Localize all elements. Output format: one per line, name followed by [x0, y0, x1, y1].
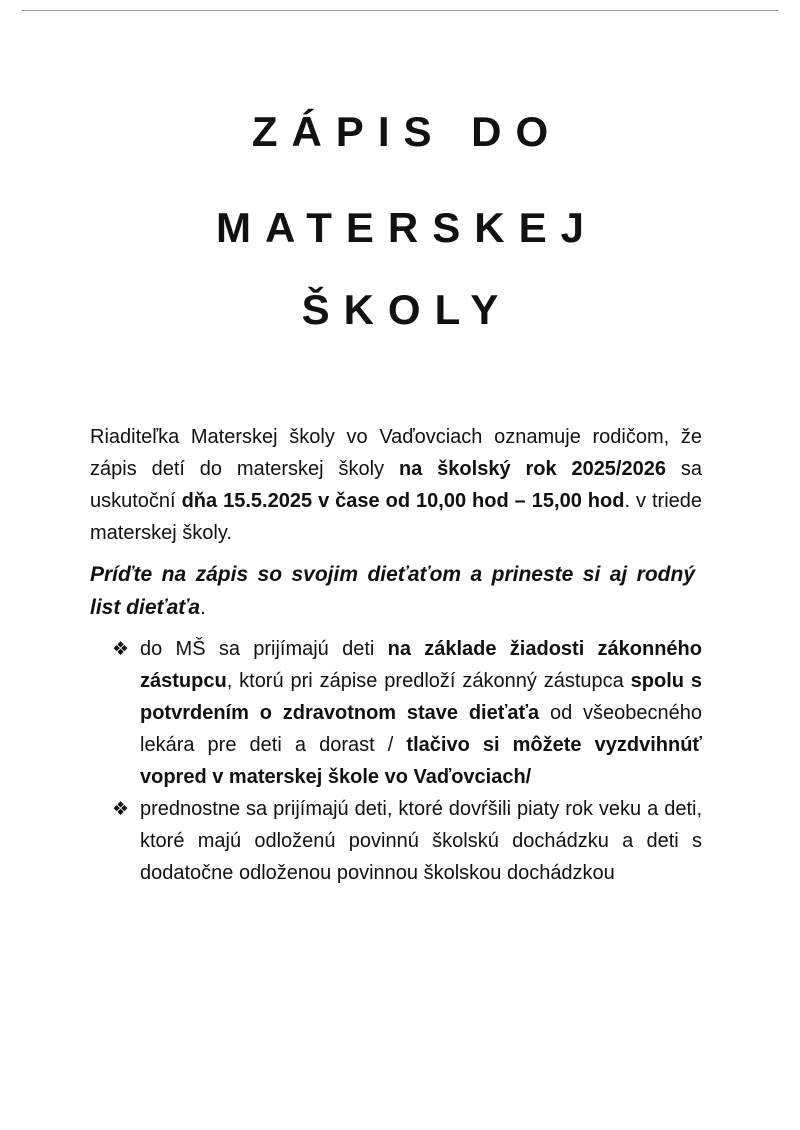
bring-notice-end: . [200, 596, 206, 619]
bullet-1-strong-2: spolu s potvrdením o zdravotnom stave dieťaťa [140, 670, 702, 724]
title-line-1: ZÁPIS DO [251, 108, 563, 155]
intro-school-year: na školský rok 2025/2026 [398, 458, 666, 480]
bullet-1-strong-1: na základe žiadosti zákonného zástupcu [140, 638, 702, 692]
title-line-2: MATERSKEJ [216, 204, 598, 251]
diamond-bullet-icon: ❖ [112, 798, 130, 820]
intro-date-time: dňa 15.5.2025 v čase od 10,00 hod – 15,00 hod [181, 490, 625, 512]
intro-text-3: . v triede materskej školy. [90, 490, 703, 544]
bullet-1-text-3: od všeobecného lekára pre deti a dorast / [140, 702, 703, 756]
list-item [112, 633, 702, 793]
intro-text-2: sa uskutoční [90, 458, 702, 512]
diamond-bullet-icon: ❖ [112, 638, 130, 660]
intro-paragraph [90, 421, 702, 549]
list-item [112, 793, 702, 889]
bring-notice [90, 558, 695, 624]
bring-notice-text: Príďte na zápis so svojim dieťaťom a prineste si aj rodný list dieťaťa [90, 563, 695, 619]
bullet-1-text-1: do MŠ sa prijímajú deti [140, 638, 388, 660]
title-line-3: ŠKOLY [301, 286, 513, 333]
top-border-line [22, 10, 778, 11]
bullet-2-text: prednostne sa prijímajú deti, ktoré dovŕšili piaty rok veku a deti, ktoré majú odloženú povinnú školskú dochádzku a deti s dodatočne odloženou povinnou školskou dochádzkou [140, 798, 702, 884]
bullet-1-strong-3: tlačivo si môžete vyzdvihnúť vopred v materskej škole vo Vaďovciach/ [140, 734, 702, 788]
requirements-list [112, 633, 702, 889]
intro-text-1: Riaditeľka Materskej školy vo Vaďovciach oznamuje rodičom, že zápis detí do materskej školy [90, 426, 702, 480]
bullet-1-text-2: , ktorú pri zápise predloží zákonný zástupca [226, 670, 631, 692]
